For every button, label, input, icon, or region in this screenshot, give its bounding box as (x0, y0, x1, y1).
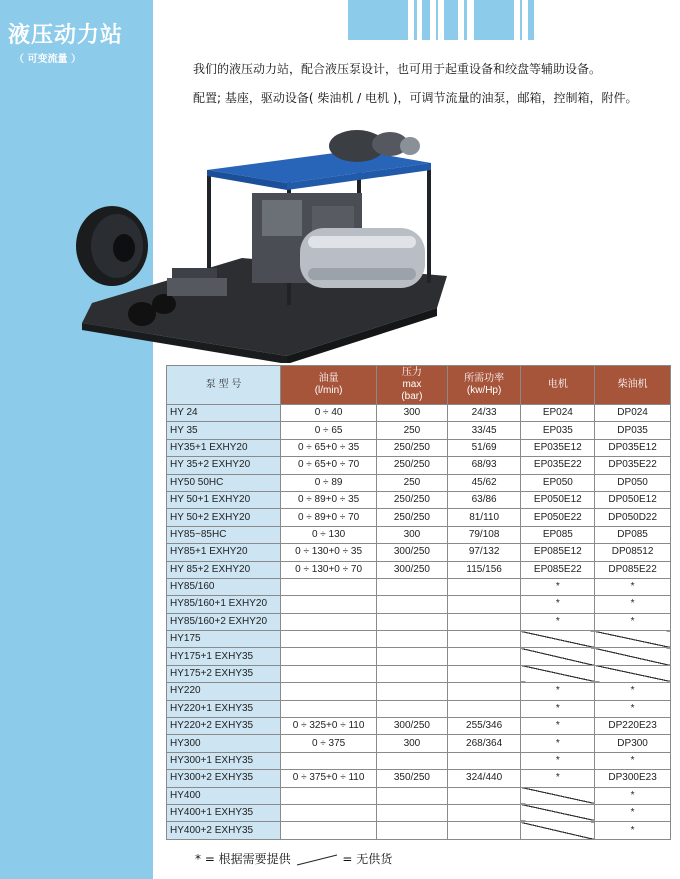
table-cell: EP035 (521, 422, 595, 439)
legend (195, 850, 392, 867)
table-cell: 24/33 (447, 405, 521, 422)
table-cell: 0 ÷ 65+0 ÷ 70 (281, 457, 377, 474)
table-cell: 45/62 (447, 474, 521, 491)
table-cell: EP035E12 (521, 439, 595, 456)
table-cell: DP300 (595, 735, 671, 752)
table-cell: * (521, 770, 595, 787)
table-cell: 68/93 (447, 457, 521, 474)
table-cell: 0 ÷ 89+0 ÷ 70 (281, 509, 377, 526)
not-available-cell (521, 665, 595, 682)
table-cell: * (521, 578, 595, 595)
model-cell: HY85/160+2 EXHY20 (167, 613, 281, 630)
table-row (167, 439, 671, 456)
table-cell: DP220E23 (595, 718, 671, 735)
table-row (167, 474, 671, 491)
page-subtitle: （ 可变流量 ） (14, 54, 81, 65)
table-cell: 0 ÷ 375 (281, 735, 377, 752)
table-row (167, 683, 671, 700)
table-row (167, 735, 671, 752)
table-cell: 300 (377, 405, 448, 422)
model-cell: HY400 (167, 787, 281, 804)
table-cell: 33/45 (447, 422, 521, 439)
table-cell (447, 648, 521, 665)
table-cell: DP035E22 (595, 457, 671, 474)
table-body (167, 405, 671, 840)
table-row (167, 648, 671, 665)
table-cell: * (595, 596, 671, 613)
table-cell: 250/250 (377, 439, 448, 456)
description-line-2: 配置; 基座，驱动设备( 柴油机 / 电机 )，可调节流量的油泵，邮箱，控制箱，附件。 (193, 91, 638, 105)
table-cell: DP300E23 (595, 770, 671, 787)
table-cell (281, 613, 377, 630)
table-cell: 350/250 (377, 770, 448, 787)
table-cell (281, 822, 377, 839)
table-cell (377, 665, 448, 682)
page-title: 液压动力站 (8, 23, 124, 48)
table-cell: 0 ÷ 130+0 ÷ 70 (281, 561, 377, 578)
table-row (167, 422, 671, 439)
table-cell: 0 ÷ 65 (281, 422, 377, 439)
table-cell: * (521, 613, 595, 630)
table-cell (377, 578, 448, 595)
table-row (167, 578, 671, 595)
table-cell: DP035E12 (595, 439, 671, 456)
model-cell: HY 35+2 EXHY20 (167, 457, 281, 474)
table-cell: DP024 (595, 405, 671, 422)
table-cell (377, 683, 448, 700)
table-cell: 0 ÷ 89 (281, 474, 377, 491)
table-cell: 250/250 (377, 509, 448, 526)
table-cell (281, 665, 377, 682)
not-available-cell (521, 648, 595, 665)
header-flow: 油量 (l/min) (281, 366, 377, 405)
model-cell: HY35+1 EXHY20 (167, 439, 281, 456)
table-cell: * (595, 804, 671, 821)
table-cell: 250 (377, 422, 448, 439)
table-row (167, 787, 671, 804)
table-cell (447, 613, 521, 630)
table-row (167, 561, 671, 578)
table-cell: * (595, 613, 671, 630)
header-pressure: 压力 max (bar) (377, 366, 448, 405)
table-cell: * (521, 596, 595, 613)
table-row (167, 700, 671, 717)
table-cell: EP024 (521, 405, 595, 422)
table-cell: 268/364 (447, 735, 521, 752)
table-cell: EP050E12 (521, 491, 595, 508)
model-cell: HY175 (167, 631, 281, 648)
table-cell: 300/250 (377, 561, 448, 578)
table-cell (281, 683, 377, 700)
table-cell: 63/86 (447, 491, 521, 508)
not-available-cell (595, 665, 671, 682)
slash-line-icon (295, 853, 339, 867)
table-cell: DP050 (595, 474, 671, 491)
not-available-cell (521, 787, 595, 804)
not-available-cell (521, 822, 595, 839)
table-cell: 0 ÷ 130+0 ÷ 35 (281, 544, 377, 561)
table-cell (377, 822, 448, 839)
model-cell: HY220 (167, 683, 281, 700)
table-cell (377, 700, 448, 717)
model-cell: HY 85+2 EXHY20 (167, 561, 281, 578)
table-row (167, 457, 671, 474)
table-cell: 0 ÷ 375+0 ÷ 110 (281, 770, 377, 787)
not-available-cell (521, 804, 595, 821)
table-cell (447, 596, 521, 613)
table-cell (447, 822, 521, 839)
table-cell: EP085E12 (521, 544, 595, 561)
table-cell: 81/110 (447, 509, 521, 526)
model-cell: HY300+2 EXHY35 (167, 770, 281, 787)
model-cell: HY 50+2 EXHY20 (167, 509, 281, 526)
model-cell: HY85~85HC (167, 526, 281, 543)
not-available-cell (521, 631, 595, 648)
spec-table (166, 365, 671, 840)
table-cell (281, 596, 377, 613)
table-row (167, 491, 671, 508)
table-cell: DP050E12 (595, 491, 671, 508)
table-row (167, 804, 671, 821)
legend-slash: = 无供货 (342, 852, 393, 866)
table-cell: 0 ÷ 89+0 ÷ 35 (281, 491, 377, 508)
table-cell: EP035E22 (521, 457, 595, 474)
table-cell (447, 700, 521, 717)
table-cell (281, 752, 377, 769)
table-cell: 300 (377, 526, 448, 543)
table-cell (281, 648, 377, 665)
table-cell: * (521, 700, 595, 717)
table-cell: 300/250 (377, 718, 448, 735)
table-cell: 250/250 (377, 491, 448, 508)
table-cell (281, 804, 377, 821)
table-row (167, 509, 671, 526)
table-cell: 324/440 (447, 770, 521, 787)
table-cell: * (595, 578, 671, 595)
model-cell: HY220+1 EXHY35 (167, 700, 281, 717)
table-cell: * (521, 735, 595, 752)
table-row (167, 631, 671, 648)
table-cell: DP050D22 (595, 509, 671, 526)
table-cell: * (595, 752, 671, 769)
not-available-cell (595, 648, 671, 665)
model-cell: HY 35 (167, 422, 281, 439)
table-cell: DP085 (595, 526, 671, 543)
table-cell (447, 665, 521, 682)
table-header-row (167, 366, 671, 405)
header-model: 泵 型 号 (167, 366, 281, 405)
table-cell: 51/69 (447, 439, 521, 456)
model-cell: HY400+1 EXHY35 (167, 804, 281, 821)
table-cell: 250 (377, 474, 448, 491)
table-row (167, 596, 671, 613)
header-motor: 电机 (521, 366, 595, 405)
table-cell: * (595, 787, 671, 804)
model-cell: HY50 50HC (167, 474, 281, 491)
model-cell: HY85/160 (167, 578, 281, 595)
not-available-cell (595, 631, 671, 648)
table-cell: 0 ÷ 65+0 ÷ 35 (281, 439, 377, 456)
table-cell: * (521, 683, 595, 700)
table-row (167, 718, 671, 735)
table-cell: EP050 (521, 474, 595, 491)
table-cell (377, 631, 448, 648)
table-cell: 115/156 (447, 561, 521, 578)
table-cell: EP050E22 (521, 509, 595, 526)
table-row (167, 752, 671, 769)
table-cell (447, 752, 521, 769)
table-cell (377, 752, 448, 769)
table-cell (281, 578, 377, 595)
table-cell: EP085 (521, 526, 595, 543)
table-cell: 0 ÷ 40 (281, 405, 377, 422)
table-cell: DP085E22 (595, 561, 671, 578)
model-cell: HY220+2 EXHY35 (167, 718, 281, 735)
table-cell (377, 804, 448, 821)
table-cell: DP035 (595, 422, 671, 439)
table-cell (447, 578, 521, 595)
table-cell (281, 787, 377, 804)
table-cell: 300 (377, 735, 448, 752)
table-cell: * (521, 752, 595, 769)
table-row (167, 526, 671, 543)
model-cell: HY175+1 EXHY35 (167, 648, 281, 665)
table-cell (447, 787, 521, 804)
model-cell: HY 50+1 EXHY20 (167, 491, 281, 508)
table-row (167, 822, 671, 839)
model-cell: HY300 (167, 735, 281, 752)
table-cell (447, 631, 521, 648)
table-row (167, 770, 671, 787)
table-cell: * (595, 683, 671, 700)
header-diesel: 柴油机 (595, 366, 671, 405)
table-cell (377, 596, 448, 613)
table-cell: 97/132 (447, 544, 521, 561)
model-cell: HY85+1 EXHY20 (167, 544, 281, 561)
model-cell: HY400+2 EXHY35 (167, 822, 281, 839)
model-cell: HY 24 (167, 405, 281, 422)
model-cell: HY175+2 EXHY35 (167, 665, 281, 682)
table-cell (447, 804, 521, 821)
table-row (167, 665, 671, 682)
model-cell: HY85/160+1 EXHY20 (167, 596, 281, 613)
table-row (167, 544, 671, 561)
hydraulic-power-unit-image (72, 118, 452, 363)
description-line-1: 我们的液压动力站，配合液压泵设计，也可用于起重设备和绞盘等辅助设备。 (193, 62, 602, 76)
table-cell: 79/108 (447, 526, 521, 543)
header-power: 所需功率 (kw/Hp) (447, 366, 521, 405)
table-row (167, 405, 671, 422)
table-cell: 0 ÷ 325+0 ÷ 110 (281, 718, 377, 735)
table-cell: 255/346 (447, 718, 521, 735)
table-cell: 300/250 (377, 544, 448, 561)
table-cell (377, 787, 448, 804)
table-cell: EP085E22 (521, 561, 595, 578)
table-cell (447, 683, 521, 700)
table-cell: DP08512 (595, 544, 671, 561)
table-cell: * (521, 718, 595, 735)
table-cell: 0 ÷ 130 (281, 526, 377, 543)
table-cell (377, 613, 448, 630)
decorative-stripes (348, 0, 568, 40)
table-cell: * (595, 700, 671, 717)
table-cell (377, 648, 448, 665)
table-cell (281, 631, 377, 648)
legend-star: * = 根据需要提供 (195, 852, 291, 866)
table-cell: 250/250 (377, 457, 448, 474)
table-cell (281, 700, 377, 717)
model-cell: HY300+1 EXHY35 (167, 752, 281, 769)
table-cell: * (595, 822, 671, 839)
table-row (167, 613, 671, 630)
